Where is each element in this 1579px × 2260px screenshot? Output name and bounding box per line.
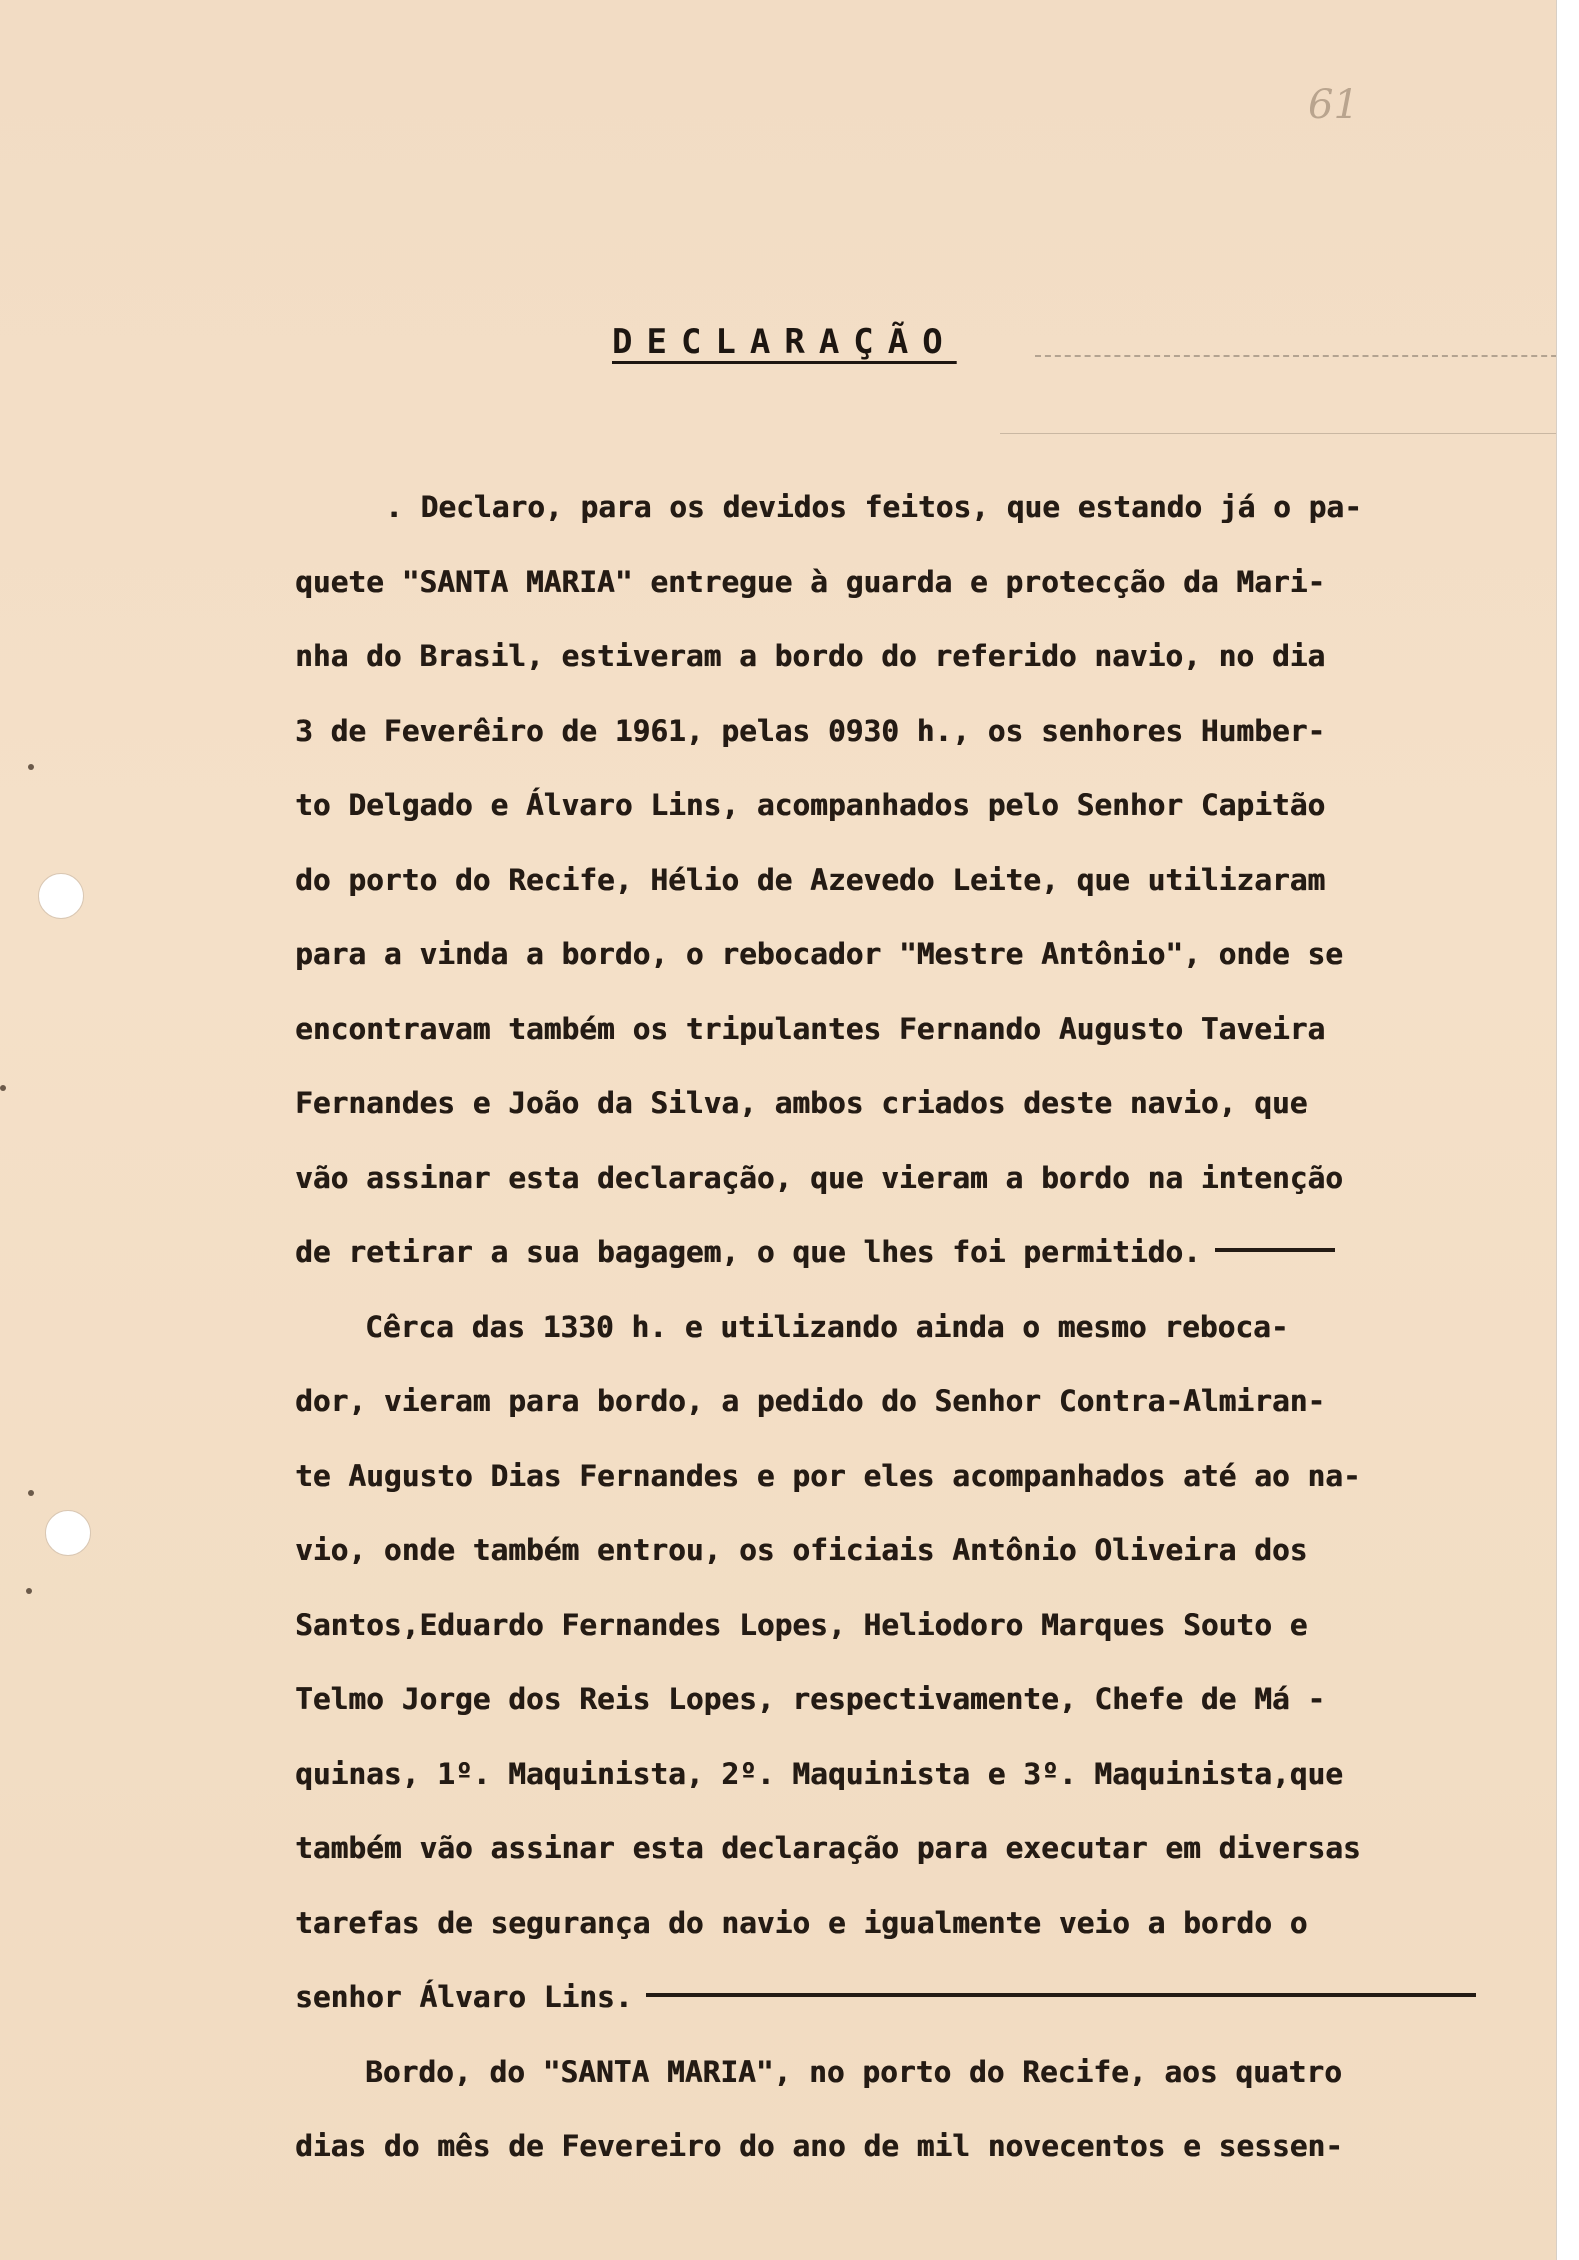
text-line: Fernandes e João da Silva, ambos criados deste navio, que <box>295 1086 1308 1120</box>
text-line: encontravam também os tripulantes Fernando Augusto Taveira <box>295 1011 1326 1046</box>
margin-mark <box>0 1085 6 1091</box>
text-line: quinas, 1º. Maquinista, 2º. Maquinista e 3º. Maquinista,que <box>295 1756 1343 1791</box>
text-line: 3 de Feverêiro de 1961, pelas 0930 h., os senhores Humber- <box>295 713 1326 748</box>
page-edge <box>1556 0 1579 2260</box>
page-number: 61 <box>1308 82 1359 128</box>
text-line: Santos,Eduardo Fernandes Lopes, Heliodoro Marques Souto e <box>295 1607 1308 1642</box>
text-line: quete "SANTA MARIA" entregue à guarda e protecção da Mari- <box>295 564 1326 599</box>
text-line: nha do Brasil, estiveram a bordo do referido navio, no dia <box>295 639 1326 673</box>
punch-hole-top <box>38 873 84 919</box>
declaration-body <box>295 470 1556 2184</box>
text-line: de retirar a sua bagagem, o que lhes foi permitido. <box>295 1235 1201 1269</box>
text-line-with-fill <box>295 1215 1556 1290</box>
punch-hole-bottom <box>45 1510 91 1556</box>
margin-mark <box>28 764 34 770</box>
title-dashes <box>1035 355 1556 357</box>
text-line: do porto do Recife, Hélio de Azevedo Leite, que utilizaram <box>295 862 1326 897</box>
text-line: vio, onde também entrou, os oficiais Antônio Oliveira dos <box>295 1533 1308 1567</box>
text-line: dor, vieram para bordo, a pedido do Senhor Contra-Almiran- <box>295 1384 1326 1418</box>
margin-mark <box>26 1588 32 1594</box>
fill-dash <box>646 1993 1476 1997</box>
text-line: to Delgado e Álvaro Lins, acompanhados pelo Senhor Capitão <box>295 788 1326 822</box>
text-line: . Declaro, para os devidos feitos, que estando já o pa- <box>385 490 1362 524</box>
text-line-with-fill <box>295 1960 1556 2035</box>
text-line: tarefas de segurança do navio e igualmente veio a bordo o <box>295 1905 1308 1940</box>
text-line: senhor Álvaro Lins. <box>295 1980 633 2014</box>
ruled-line <box>1000 433 1556 434</box>
text-line: também vão assinar esta declaração para executar em diversas <box>295 1831 1361 1865</box>
text-line: vão assinar esta declaração, que vieram a bordo na intenção <box>295 1160 1343 1195</box>
margin-mark <box>28 1490 34 1496</box>
text-line: te Augusto Dias Fernandes e por eles acompanhados até ao na- <box>295 1458 1361 1493</box>
fill-dash <box>1215 1248 1335 1252</box>
text-line: para a vinda a bordo, o rebocador "Mestre Antônio", onde se <box>295 937 1343 971</box>
text-line: dias do mês de Fevereiro do ano de mil novecentos e sessen- <box>295 2129 1343 2163</box>
text-line: Telmo Jorge dos Reis Lopes, respectivamente, Chefe de Má - <box>295 1682 1326 1716</box>
document-title: DECLARAÇÃO <box>612 322 957 362</box>
text-line: Cêrca das 1330 h. e utilizando ainda o mesmo reboca- <box>365 1309 1289 1344</box>
text-line: Bordo, do "SANTA MARIA", no porto do Recife, aos quatro <box>365 2054 1342 2089</box>
